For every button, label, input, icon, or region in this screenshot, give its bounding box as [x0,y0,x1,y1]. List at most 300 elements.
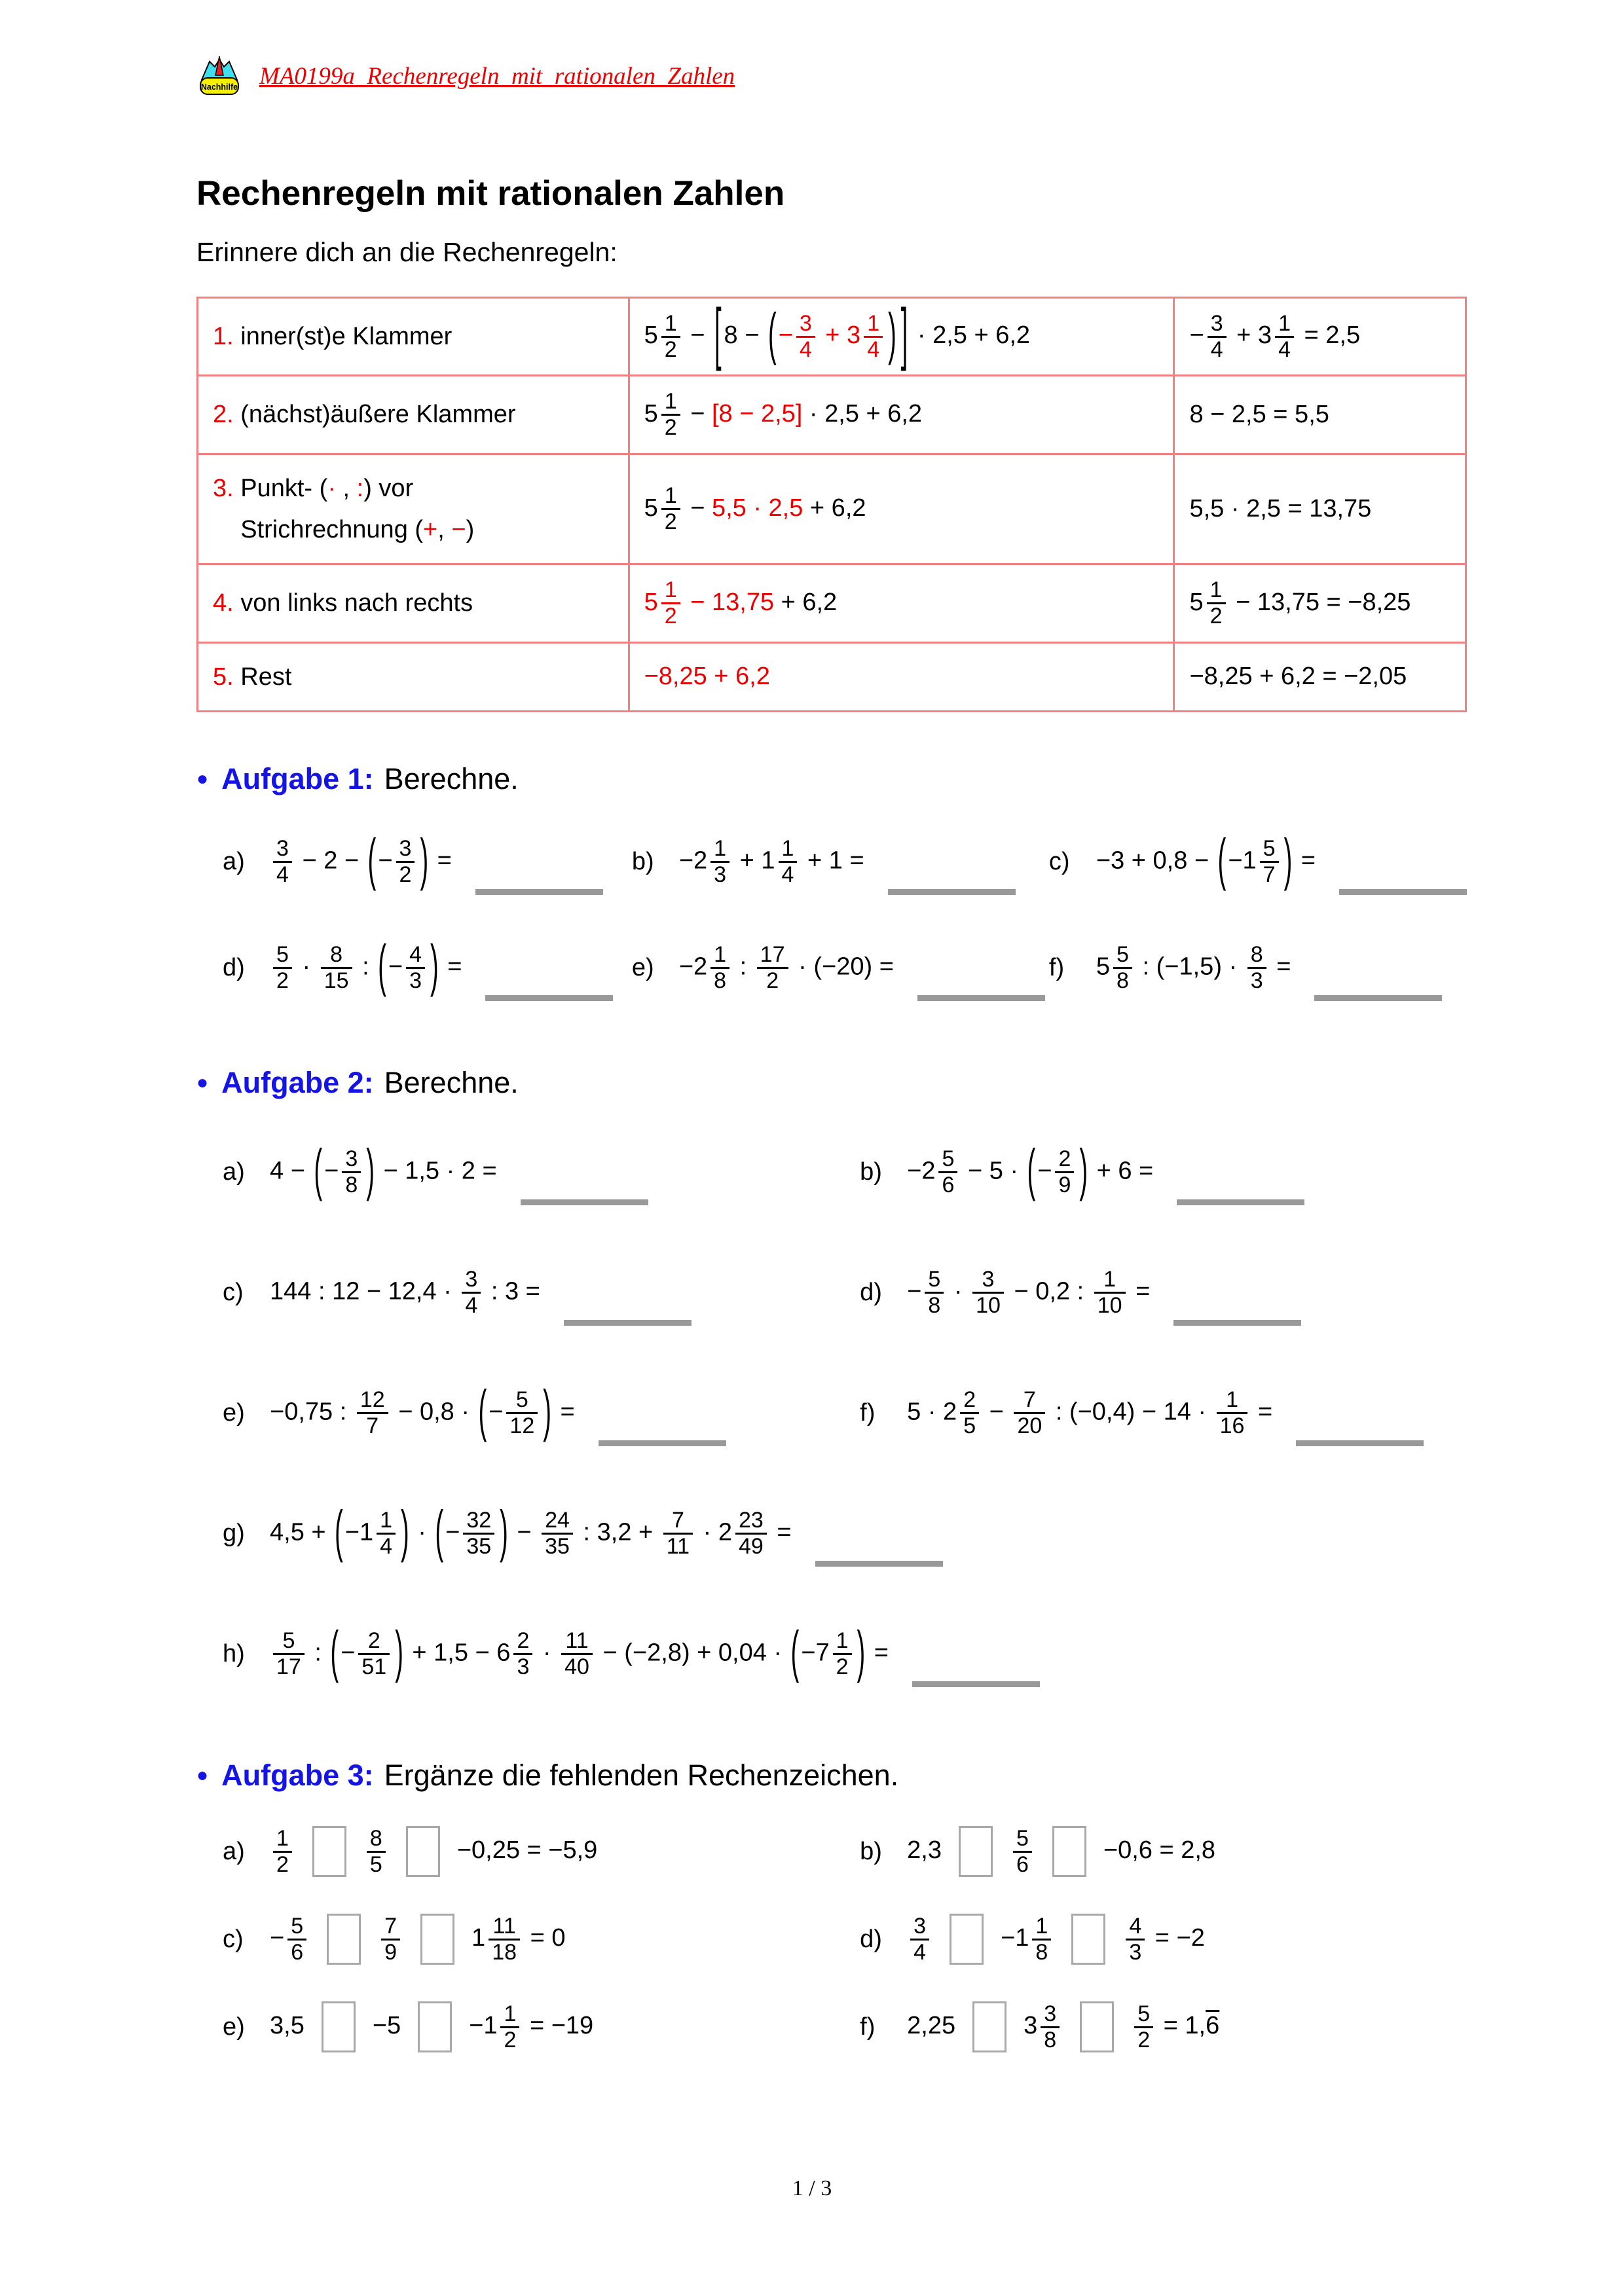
expression [907,1826,1215,1877]
math-text: − [1037,1157,1052,1185]
math-text: 5 [1096,953,1111,981]
big-bracket: ] [900,297,908,373]
task-section-3 [196,1758,1467,2069]
math-text: , [437,515,452,543]
task-description: Berechne. [384,1066,519,1100]
math-text: − 0,8 · [391,1398,477,1426]
math-text: −8,25 + 6,2 [644,663,770,691]
expression [270,1826,597,1877]
math-text: −2 [907,1157,936,1185]
fraction: $\frac{1}{4}$ [779,837,798,886]
task-heading [196,1758,1467,1793]
task-item [1049,919,1467,1016]
item-label: f) [860,1398,876,1427]
task-item [223,1237,860,1347]
fraction: $\frac{7}{11}$ [663,1508,693,1558]
bullet-icon: ● [196,1764,209,1787]
math-text: : [356,474,364,502]
big-paren: ) [401,1501,409,1564]
task-heading [196,1066,1467,1100]
big-paren: ) [1283,829,1293,892]
fraction: $\frac{7}{9}$ [381,1914,400,1964]
fraction: $\frac{3}{4}$ [462,1267,481,1317]
expression [213,401,516,428]
operator-box[interactable] [327,1914,361,1965]
expression [213,663,291,691]
fraction: $\frac{32}{35}$ [463,1508,494,1558]
fraction: $\frac{2}{5}$ [960,1388,979,1438]
fraction: $\frac{3}{10}$ [972,1267,1004,1317]
math-text: − [509,1518,539,1546]
fraction: $\frac{1}{2}$ [500,2002,519,2052]
task-name: Aufgabe 2: [221,1066,374,1100]
fraction: $\frac{1}{3}$ [710,837,729,886]
task-item [860,1358,1467,1468]
task-item [860,1897,1467,1981]
task-item [223,1599,1467,1709]
math-text: 6 [1206,2012,1220,2040]
fraction: $\frac{3}{4}$ [910,1914,929,1964]
fraction: $\frac{5}{6}$ [1013,1827,1032,1876]
math-text: 2,3 [907,1836,942,1865]
big-paren: ( [314,1139,323,1203]
answer-line[interactable] [1177,1199,1304,1205]
intro-text: Erinnere dich an die Rechenregeln: [196,237,618,267]
fraction: $\frac{3}{4}$ [273,837,292,886]
math-text: − [982,1398,1011,1426]
math-text: = [440,953,462,981]
expression [270,829,452,892]
big-paren: ( [1217,829,1227,892]
math-text: inner(st)e Klammer [233,322,452,350]
task-item [223,919,632,1016]
math-text: − [341,1639,356,1667]
math-text: 1 [471,1924,486,1952]
math-text: · [411,1518,434,1546]
fraction: $\frac{1}{2}$ [1207,578,1226,628]
operator-box[interactable] [959,1826,993,1877]
math-text: = −2 [1148,1924,1205,1952]
bullet-icon: ● [196,1072,209,1094]
math-text: − [324,1157,339,1185]
answer-line[interactable] [564,1320,692,1326]
math-text: − 5 · [961,1157,1025,1185]
answer-line[interactable] [1173,1320,1301,1326]
expression [644,663,770,690]
operator-box[interactable] [420,1914,454,1965]
math-text: 5. [213,663,234,691]
math-text: : 3,2 + [576,1518,660,1546]
task-section-2 [196,1066,1467,1709]
math-text: + 1 = [800,847,864,875]
big-paren: ( [330,1621,339,1685]
math-text: ) vor [363,474,414,502]
big-paren: ( [1027,1139,1036,1203]
expression [644,389,923,441]
math-text: + 1 [733,847,775,875]
math-text: = [867,1639,889,1667]
rules-cell-example [629,642,1174,712]
fraction: $\frac{5}{8}$ [1113,943,1132,993]
fraction: $\frac{3}{4}$ [1208,312,1227,361]
item-label: g) [223,1519,245,1547]
operator-box[interactable] [1071,1914,1105,1965]
math-text: − 2 − [295,847,366,875]
math-text: · [536,1639,559,1667]
fraction: $\frac{3}{8}$ [342,1147,361,1197]
answer-line[interactable] [485,995,613,1001]
math-text: : [307,1639,329,1667]
math-text: + 3 [818,321,861,350]
big-paren: ) [366,1139,375,1203]
math-text: 2. [213,401,234,429]
task-section-1 [196,762,1467,1016]
math-text: ) [466,515,475,543]
task-items [223,813,1467,1016]
math-text: · [947,1277,970,1305]
big-paren: ) [395,1621,403,1685]
fraction: $\frac{1}{2}$ [273,1827,292,1876]
task-item [223,1478,1467,1588]
math-text: −2 [678,847,708,875]
expression [907,1914,1205,1965]
math-text: −1 [1228,847,1257,875]
math-text: 3,5 [270,2012,304,2040]
math-text: : [733,953,754,981]
rules-cell-result [1174,642,1466,712]
answer-line[interactable] [599,1440,726,1446]
big-bracket: [ [714,297,722,373]
math-text: = [553,1398,575,1426]
expression [270,1501,792,1564]
expression [1189,663,1407,690]
fraction: $\frac{1}{2}$ [661,578,680,628]
expression [270,1914,565,1965]
math-text: 5,5 · 2,5 = 13,75 [1189,494,1372,522]
fraction: $\frac{5}{12}$ [506,1388,538,1438]
expression [679,943,894,993]
item-label: c) [223,1925,244,1953]
math-text: 4,5 + [270,1518,333,1546]
math-text: − [683,494,712,522]
answer-line[interactable] [475,889,603,895]
fraction: $\frac{23}{49}$ [735,1508,767,1558]
answer-line[interactable] [1339,889,1467,895]
item-label: h) [223,1639,245,1667]
page-title: Rechenregeln mit rationalen Zahlen [196,174,785,213]
math-text: 8 − [724,321,766,350]
rules-table-row [198,564,1466,642]
rules-cell-label [198,642,629,712]
logo-text: Nachhilfe [200,82,238,92]
math-text: 4. [213,589,234,617]
expression [270,935,462,998]
math-text: 5 [1189,588,1204,616]
math-text: + 6,2 [774,588,838,616]
math-text: − 13,75 [683,588,775,616]
fraction: $\frac{5}{7}$ [1260,837,1279,886]
document-filename: MA0199a_Rechenregeln_mit_rationalen_Zahlen [259,62,735,90]
math-text: = [1251,1398,1273,1426]
item-label: a) [223,1157,245,1186]
operator-box[interactable] [950,1914,984,1965]
math-text: [8 − 2,5] [711,399,803,428]
item-label: f) [860,2013,876,2041]
rules-table [196,297,1467,712]
math-text: −1 [1001,1924,1029,1952]
operator-box[interactable] [1052,1826,1086,1877]
rules-cell-example [629,298,1174,376]
answer-line[interactable] [917,995,1045,1001]
expression [1189,577,1411,629]
fraction: $\frac{4}{3}$ [1126,1914,1145,1964]
bullet-icon: ● [196,768,209,790]
task-name: Aufgabe 1: [221,762,374,796]
rules-cell-result [1174,564,1466,642]
fraction: $\frac{5}{2}$ [273,943,292,993]
math-text: · [295,953,318,981]
math-text: · 2,5 + 6,2 [910,321,1031,350]
fraction: $\frac{3}{8}$ [1041,2002,1060,2052]
nachhilfe-logo [196,56,242,96]
expression [1189,495,1371,522]
task-items [223,1117,1467,1709]
math-text: −8,25 + 6,2 = −2,05 [1189,663,1407,691]
math-text: − [778,321,793,350]
expression [213,323,452,350]
fraction: $\frac{5}{6}$ [287,1914,306,1964]
rules-cell-result [1174,376,1466,454]
math-text: −0,75 : [270,1398,354,1426]
math-text: · 2,5 + 6,2 [802,399,923,428]
fraction: $\frac{3}{2}$ [396,837,415,886]
math-text: · 2 [696,1518,732,1546]
fraction: $\frac{24}{35}$ [542,1508,573,1558]
big-paren: ) [420,829,429,892]
expression [644,577,838,629]
expression [270,1267,540,1317]
answer-line[interactable] [912,1681,1040,1687]
math-text: = [430,847,452,875]
rules-table-row [198,642,1466,712]
math-text: 144 : 12 − 12,4 · [270,1277,459,1305]
math-text: −0,25 = −5,9 [456,1836,598,1865]
task-item [860,1237,1467,1347]
expression [644,297,1031,373]
item-label: e) [631,953,654,981]
fraction: $\frac{11}{18}$ [489,1914,520,1964]
math-text: − 0,2 : [1006,1277,1091,1305]
operator-box[interactable] [418,2001,452,2052]
math-text: + 1,5 − 6 [405,1639,511,1667]
big-paren: ( [767,303,777,367]
item-label: d) [223,953,245,981]
math-text: : 3 = [484,1277,540,1305]
task-item [223,813,632,910]
math-text: − [683,399,712,428]
math-text: = 0 [523,1924,566,1952]
document-header [196,56,1467,96]
math-text: −1 [469,2012,498,2040]
big-paren: ) [857,1621,866,1685]
fraction: $\frac{3}{4}$ [796,312,815,361]
math-text: : [355,953,377,981]
math-text: −3 + 0,8 − [1096,847,1216,875]
item-label: b) [860,1157,882,1186]
math-text: , [335,474,357,502]
math-text: − 13,75 = −8,25 [1228,588,1411,616]
operator-box[interactable] [312,1826,346,1877]
rules-table-row [198,298,1466,376]
rules-table-body [198,298,1466,712]
math-text: − [388,953,403,981]
math-text: 3. [213,474,234,502]
item-label: a) [223,847,245,875]
operator-box[interactable] [406,1826,440,1877]
expression [1189,401,1329,428]
expression [679,837,864,886]
rules-cell-label [198,376,629,454]
fraction: $\frac{1}{2}$ [833,1629,852,1679]
math-text: + [423,515,438,543]
expression [270,2001,593,2052]
fraction: $\frac{1}{4}$ [864,312,883,361]
page-content [196,56,1467,2069]
rules-cell-label [198,454,629,564]
answer-line[interactable] [815,1561,943,1567]
math-text: von links nach rechts [233,589,473,617]
item-label: f) [1048,953,1065,981]
big-paren: ( [435,1501,444,1564]
fraction: $\frac{2}{3}$ [513,1629,532,1679]
math-text: −2 [678,953,708,981]
math-text: = [1128,1277,1151,1305]
big-paren: ) [888,303,896,367]
math-text: 5 [644,588,658,616]
item-label: c) [223,1278,244,1306]
expression [1096,829,1316,892]
task-item [223,1358,860,1468]
task-item [1049,813,1467,910]
operator-box[interactable] [1080,2001,1114,2052]
operator-box[interactable] [322,2001,356,2052]
expression [270,1621,889,1685]
math-text: 5 · 2 [907,1398,957,1426]
answer-line[interactable] [521,1199,648,1205]
math-text: : (−0,4) − 14 · [1048,1398,1213,1426]
math-text: = [1269,953,1291,981]
item-label: d) [860,1925,882,1953]
answer-line[interactable] [888,889,1016,895]
math-text: − [489,1398,504,1426]
big-paren: ) [430,935,439,998]
page-number: 1 / 3 [792,2176,832,2200]
item-label: c) [1048,847,1070,875]
task-heading [196,762,1467,796]
math-text: = [769,1518,792,1546]
math-text: Punkt- ( [233,474,328,502]
fraction: $\frac{8}{5}$ [367,1827,386,1876]
task-item [223,1897,860,1981]
item-label: b) [860,1837,882,1865]
math-text: − [1189,321,1204,350]
math-text: (nächst)äußere Klammer [233,401,516,429]
math-text: 1. [213,322,234,350]
math-text: 2,25 [907,2012,956,2040]
task-name: Aufgabe 3: [221,1758,374,1793]
math-text: + 3 [1229,321,1272,350]
big-paren: ( [478,1380,487,1444]
fraction: $\frac{5}{17}$ [273,1629,304,1679]
fraction: $\frac{7}{20}$ [1014,1388,1045,1438]
rules-cell-example [629,564,1174,642]
fraction: $\frac{12}{7}$ [357,1388,388,1438]
expression [907,1267,1150,1317]
math-text: 5,5 · 2,5 [711,494,803,522]
big-paren: ) [500,1501,508,1564]
math-text: = [1294,847,1316,875]
rules-cell-result [1174,454,1466,564]
task-item [632,919,1049,1016]
operator-box[interactable] [972,2001,1006,2052]
expression [644,483,866,535]
math-text: −0,6 = 2,8 [1103,1836,1216,1865]
expression [907,1388,1272,1438]
fraction: $\frac{1}{8}$ [710,943,729,993]
fraction: $\frac{5}{2}$ [1134,2002,1153,2052]
rules-table-row [198,454,1466,564]
math-text: 5 [644,399,658,428]
expression [270,1380,575,1444]
rules-table-row [198,376,1466,454]
fraction: $\frac{2}{9}$ [1055,1147,1074,1197]
math-text: + 6,2 [803,494,866,522]
rules-cell-result [1174,298,1466,376]
math-text: = 2,5 [1297,321,1361,350]
math-text: −5 [372,2012,401,2040]
fraction: $\frac{4}{3}$ [406,943,425,993]
fraction: $\frac{1}{2}$ [661,484,680,534]
math-text: : (−1,5) · [1135,953,1244,981]
task-item [860,1117,1467,1227]
fraction: $\frac{2}{51}$ [358,1629,390,1679]
fraction: $\frac{1}{4}$ [377,1508,396,1558]
math-text: 5 [644,494,658,522]
math-text: − [907,1277,922,1305]
answer-line[interactable] [1296,1440,1424,1446]
task-item [223,1117,860,1227]
fraction: $\frac{1}{8}$ [1032,1914,1051,1964]
math-text: − [270,1924,285,1952]
math-text: 8 − 2,5 = 5,5 [1189,400,1329,428]
task-item [860,1985,1467,2069]
expression [213,589,473,617]
fraction: $\frac{1}{2}$ [661,390,680,439]
math-text: 4 − [270,1157,312,1185]
answer-line[interactable] [1314,995,1442,1001]
rules-cell-label [198,298,629,376]
task-description: Berechne. [384,762,519,796]
math-text: = 1, [1156,2012,1206,2040]
math-text: + 6 = [1090,1157,1154,1185]
task-item [860,1810,1467,1893]
item-label: a) [223,1837,245,1865]
big-paren: ( [790,1621,800,1685]
fraction: $\frac{1}{16}$ [1217,1388,1248,1438]
fraction: $\frac{1}{4}$ [1275,312,1294,361]
fraction: $\frac{8}{3}$ [1247,943,1266,993]
math-text: · (−20) = [791,953,894,981]
